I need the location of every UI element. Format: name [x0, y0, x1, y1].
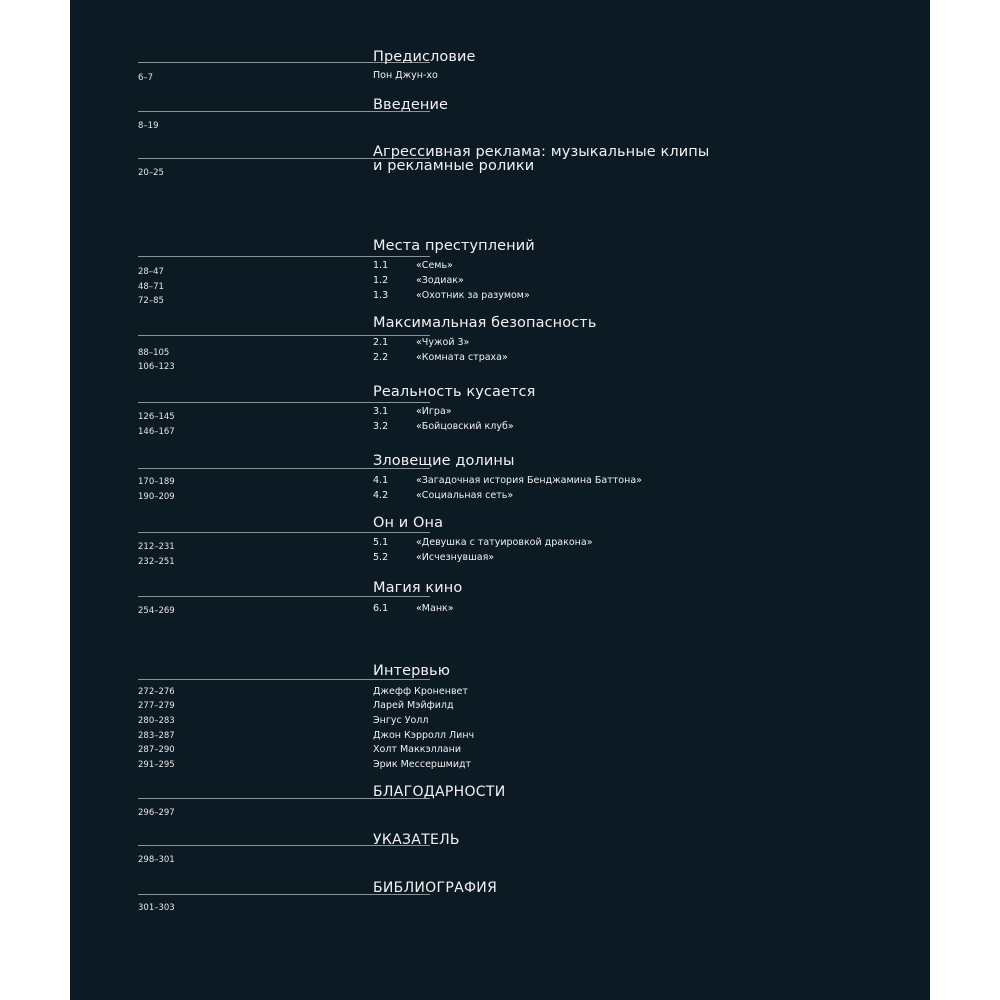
page-range: 72–85: [138, 296, 164, 306]
interviewee: Джефф Кроненвет: [373, 686, 468, 697]
page-range: 126–145: [138, 412, 175, 422]
item-title: «Комната страха»: [416, 352, 508, 363]
item-title: «Чужой 3»: [416, 337, 470, 348]
item-number: 1.3: [373, 290, 389, 301]
page-range: 298–301: [138, 855, 175, 865]
section-title-heshe: Он и Она: [373, 515, 444, 531]
interviewee: Ларей Мэйфилд: [373, 700, 454, 711]
page-range: 48–71: [138, 282, 164, 292]
page-range: 8–19: [138, 121, 159, 131]
section-title-preface: Предисловие: [373, 49, 476, 65]
page-range: 254–269: [138, 606, 175, 616]
section-title-index: УКАЗАТЕЛЬ: [373, 832, 460, 848]
item-title: «Семь»: [416, 260, 453, 271]
divider: [138, 256, 430, 257]
page-range: 287–290: [138, 745, 175, 755]
divider: [138, 596, 430, 597]
page-range: 106–123: [138, 362, 175, 372]
section-title-aggressive-line2: и рекламные ролики: [373, 158, 535, 174]
section-title-interview: Интервью: [373, 663, 450, 679]
item-title: «Манк»: [416, 603, 454, 614]
page-range: 277–279: [138, 701, 175, 711]
page-range: 190–209: [138, 492, 175, 502]
item-number: 2.2: [373, 352, 389, 363]
preface-author: Пон Джун-хо: [373, 70, 438, 81]
page-range: 88–105: [138, 348, 170, 358]
item-number: 3.2: [373, 421, 389, 432]
section-title-aggressive-line1: Агрессивная реклама: музыкальные клипы: [373, 144, 710, 160]
item-title: «Зодиак»: [416, 275, 464, 286]
item-number: 1.1: [373, 260, 389, 271]
item-title: «Игра»: [416, 406, 452, 417]
item-number: 2.1: [373, 337, 389, 348]
page-range: 146–167: [138, 427, 175, 437]
item-number: 3.1: [373, 406, 389, 417]
page-range: 272–276: [138, 687, 175, 697]
item-title: «Социальная сеть»: [416, 490, 514, 501]
page-range: 283–287: [138, 731, 175, 741]
page-range: 232–251: [138, 557, 175, 567]
section-title-reality: Реальность кусается: [373, 384, 536, 400]
page-range: 170–189: [138, 477, 175, 487]
page-range: 28–47: [138, 267, 164, 277]
page-range: 212–231: [138, 542, 175, 552]
section-title-intro: Введение: [373, 97, 448, 113]
item-number: 5.1: [373, 537, 389, 548]
page-range: 280–283: [138, 716, 175, 726]
item-number: 4.1: [373, 475, 389, 486]
interviewee: Эрик Мессершмидт: [373, 759, 472, 770]
section-title-crime: Места преступлений: [373, 238, 535, 254]
item-title: «Охотник за разумом»: [416, 290, 530, 301]
divider: [138, 402, 430, 403]
item-number: 6.1: [373, 603, 389, 614]
page-range: 20–25: [138, 168, 164, 178]
table-of-contents-page: [70, 0, 930, 1000]
interviewee: Джон Кэрролл Линч: [373, 730, 475, 741]
item-title: «Загадочная история Бенджамина Баттона»: [416, 475, 642, 486]
page-range: 291–295: [138, 760, 175, 770]
section-title-valleys: Зловещие долины: [373, 453, 515, 469]
divider: [138, 532, 430, 533]
section-title-magic: Магия кино: [373, 580, 463, 596]
page-range: 296–297: [138, 808, 175, 818]
item-number: 4.2: [373, 490, 389, 501]
divider: [138, 679, 430, 680]
section-title-thanks: БЛАГОДАРНОСТИ: [373, 784, 506, 800]
item-title: «Девушка с татуировкой дракона»: [416, 537, 593, 548]
section-title-security: Максимальная безопасность: [373, 315, 597, 331]
interviewee: Энгус Уолл: [373, 715, 429, 726]
section-title-bibliography: БИБЛИОГРАФИЯ: [373, 880, 498, 896]
item-number: 5.2: [373, 552, 389, 563]
interviewee: Холт Маккэллани: [373, 744, 462, 755]
divider: [138, 335, 430, 336]
item-number: 1.2: [373, 275, 389, 286]
page-range: 6–7: [138, 73, 154, 83]
item-title: «Исчезнувшая»: [416, 552, 495, 563]
item-title: «Бойцовский клуб»: [416, 421, 514, 432]
page-range: 301–303: [138, 903, 175, 913]
